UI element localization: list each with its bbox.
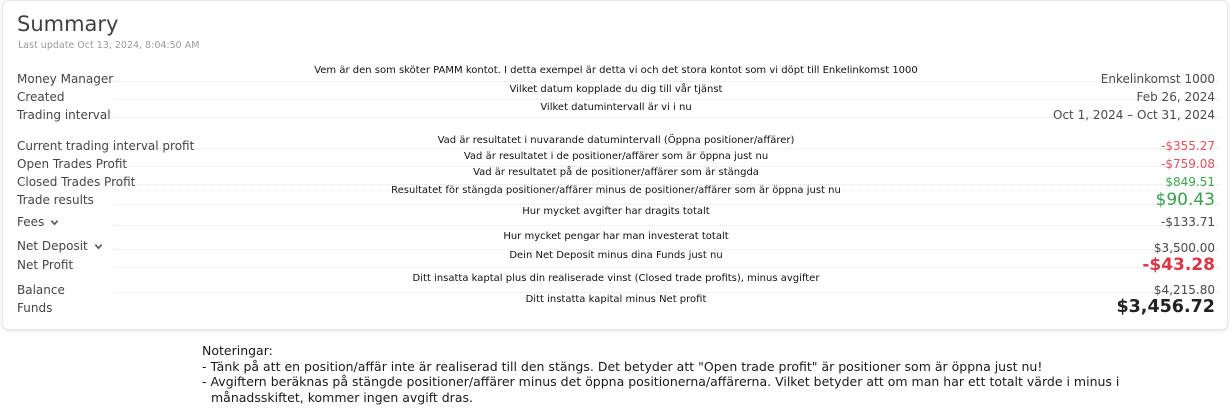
fees-value: -$133.71 [1161,215,1215,229]
fees-label: Fees [17,215,45,229]
created-label: Created [17,90,65,104]
trade-results-value: $90.43 [1155,190,1215,210]
trading-interval-value: Oct 1, 2024 – Oct 31, 2024 [1053,108,1215,122]
notes-line: - Avgiftern beräknas på stängde positioner/affärer minus det öppna positionerna/affärerna. Vilket betyder att om man har ett totalt värde i minus i [202,374,1120,389]
row-divider [113,292,1219,293]
annotation-trading-interval: Vilket datumintervall är vi i nu [540,102,692,113]
funds-label: Funds [17,301,53,315]
current-profit-value: -$355.27 [1161,139,1215,153]
money-manager-label: Money Manager [17,72,114,86]
annotation-fees: Hur mycket avgifter har dragits totalt [522,206,710,217]
funds-value: $3,456.72 [1116,297,1215,317]
chevron-down-icon [50,218,59,227]
balance-label: Balance [17,283,65,297]
notes-line: månadsskiftet, kommer ingen avgift dras. [211,389,473,405]
row-divider [113,267,1219,268]
row-divider [113,204,1219,205]
annotation-trade-results: Resultatet för stängda positioner/affärer minus de positioner/affärer som är öppna just nu [391,185,841,196]
notes-heading: Noteringar: [202,343,273,358]
net-profit-value: -$43.28 [1142,255,1215,275]
annotation-closed-trades: Vad är resultatet på de positioner/affärer som är stängda [473,167,759,178]
row-divider [113,148,1219,149]
annotation-funds: Ditt instatta kapital minus Net profit [525,294,707,305]
open-trades-label: Open Trades Profit [17,157,128,171]
annotation-money-manager: Vem är den som sköter PAMM kontot. I detta exempel är detta vi och det stora kontot som vi döpt till Enkelinkomst 1000 [314,65,918,76]
created-value: Feb 26, 2024 [1136,90,1215,104]
annotation-balance: Ditt insatta kaptal plus din realiserade vinst (Closed trade profits), minus avgifter [412,273,820,284]
annotation-net-profit: Dein Net Deposit minus dina Funds just nu [509,250,723,261]
page-title: Summary [17,12,119,36]
notes-section [202,343,1212,405]
last-update: Last update Oct 13, 2024, 8:04:50 AM [18,40,200,51]
current-profit-label: Current trading interval profit [17,139,195,153]
notes-line: - Tänk på att en position/affär inte är realiserad till den stängs. Det betyder att "Open trade profit" är positioner som är öppna just nu! [202,358,1043,374]
fees-toggle[interactable] [17,215,59,229]
closed-trades-label: Closed Trades Profit [17,175,136,189]
net-deposit-label: Net Deposit [17,239,88,253]
open-trades-value: -$759.08 [1161,157,1215,171]
net-profit-label: Net Profit [17,258,74,272]
annotation-current-profit: Vad är resultatet i nuvarande datumintervall (Öppna positioner/affärer) [437,135,795,146]
row-divider [113,225,1219,226]
money-manager-value: Enkelinkomst 1000 [1100,72,1215,86]
annotation-net-deposit: Hur mycket pengar har man investerat totalt [503,231,729,242]
row-divider [113,99,1219,100]
annotation-open-trades: Vad är resultatet i de positioner/affärer som är öppna just nu [463,151,769,162]
annotation-created: Vilket datum kopplade du dig till vår tjänst [509,84,723,95]
net-deposit-value: $3,500.00 [1153,241,1215,255]
row-divider [113,81,1219,82]
trade-results-label: Trade results [17,193,94,207]
closed-trades-value: $849.51 [1165,175,1215,189]
trading-interval-label: Trading interval [17,108,111,122]
balance-value: $4,215.80 [1153,283,1215,297]
